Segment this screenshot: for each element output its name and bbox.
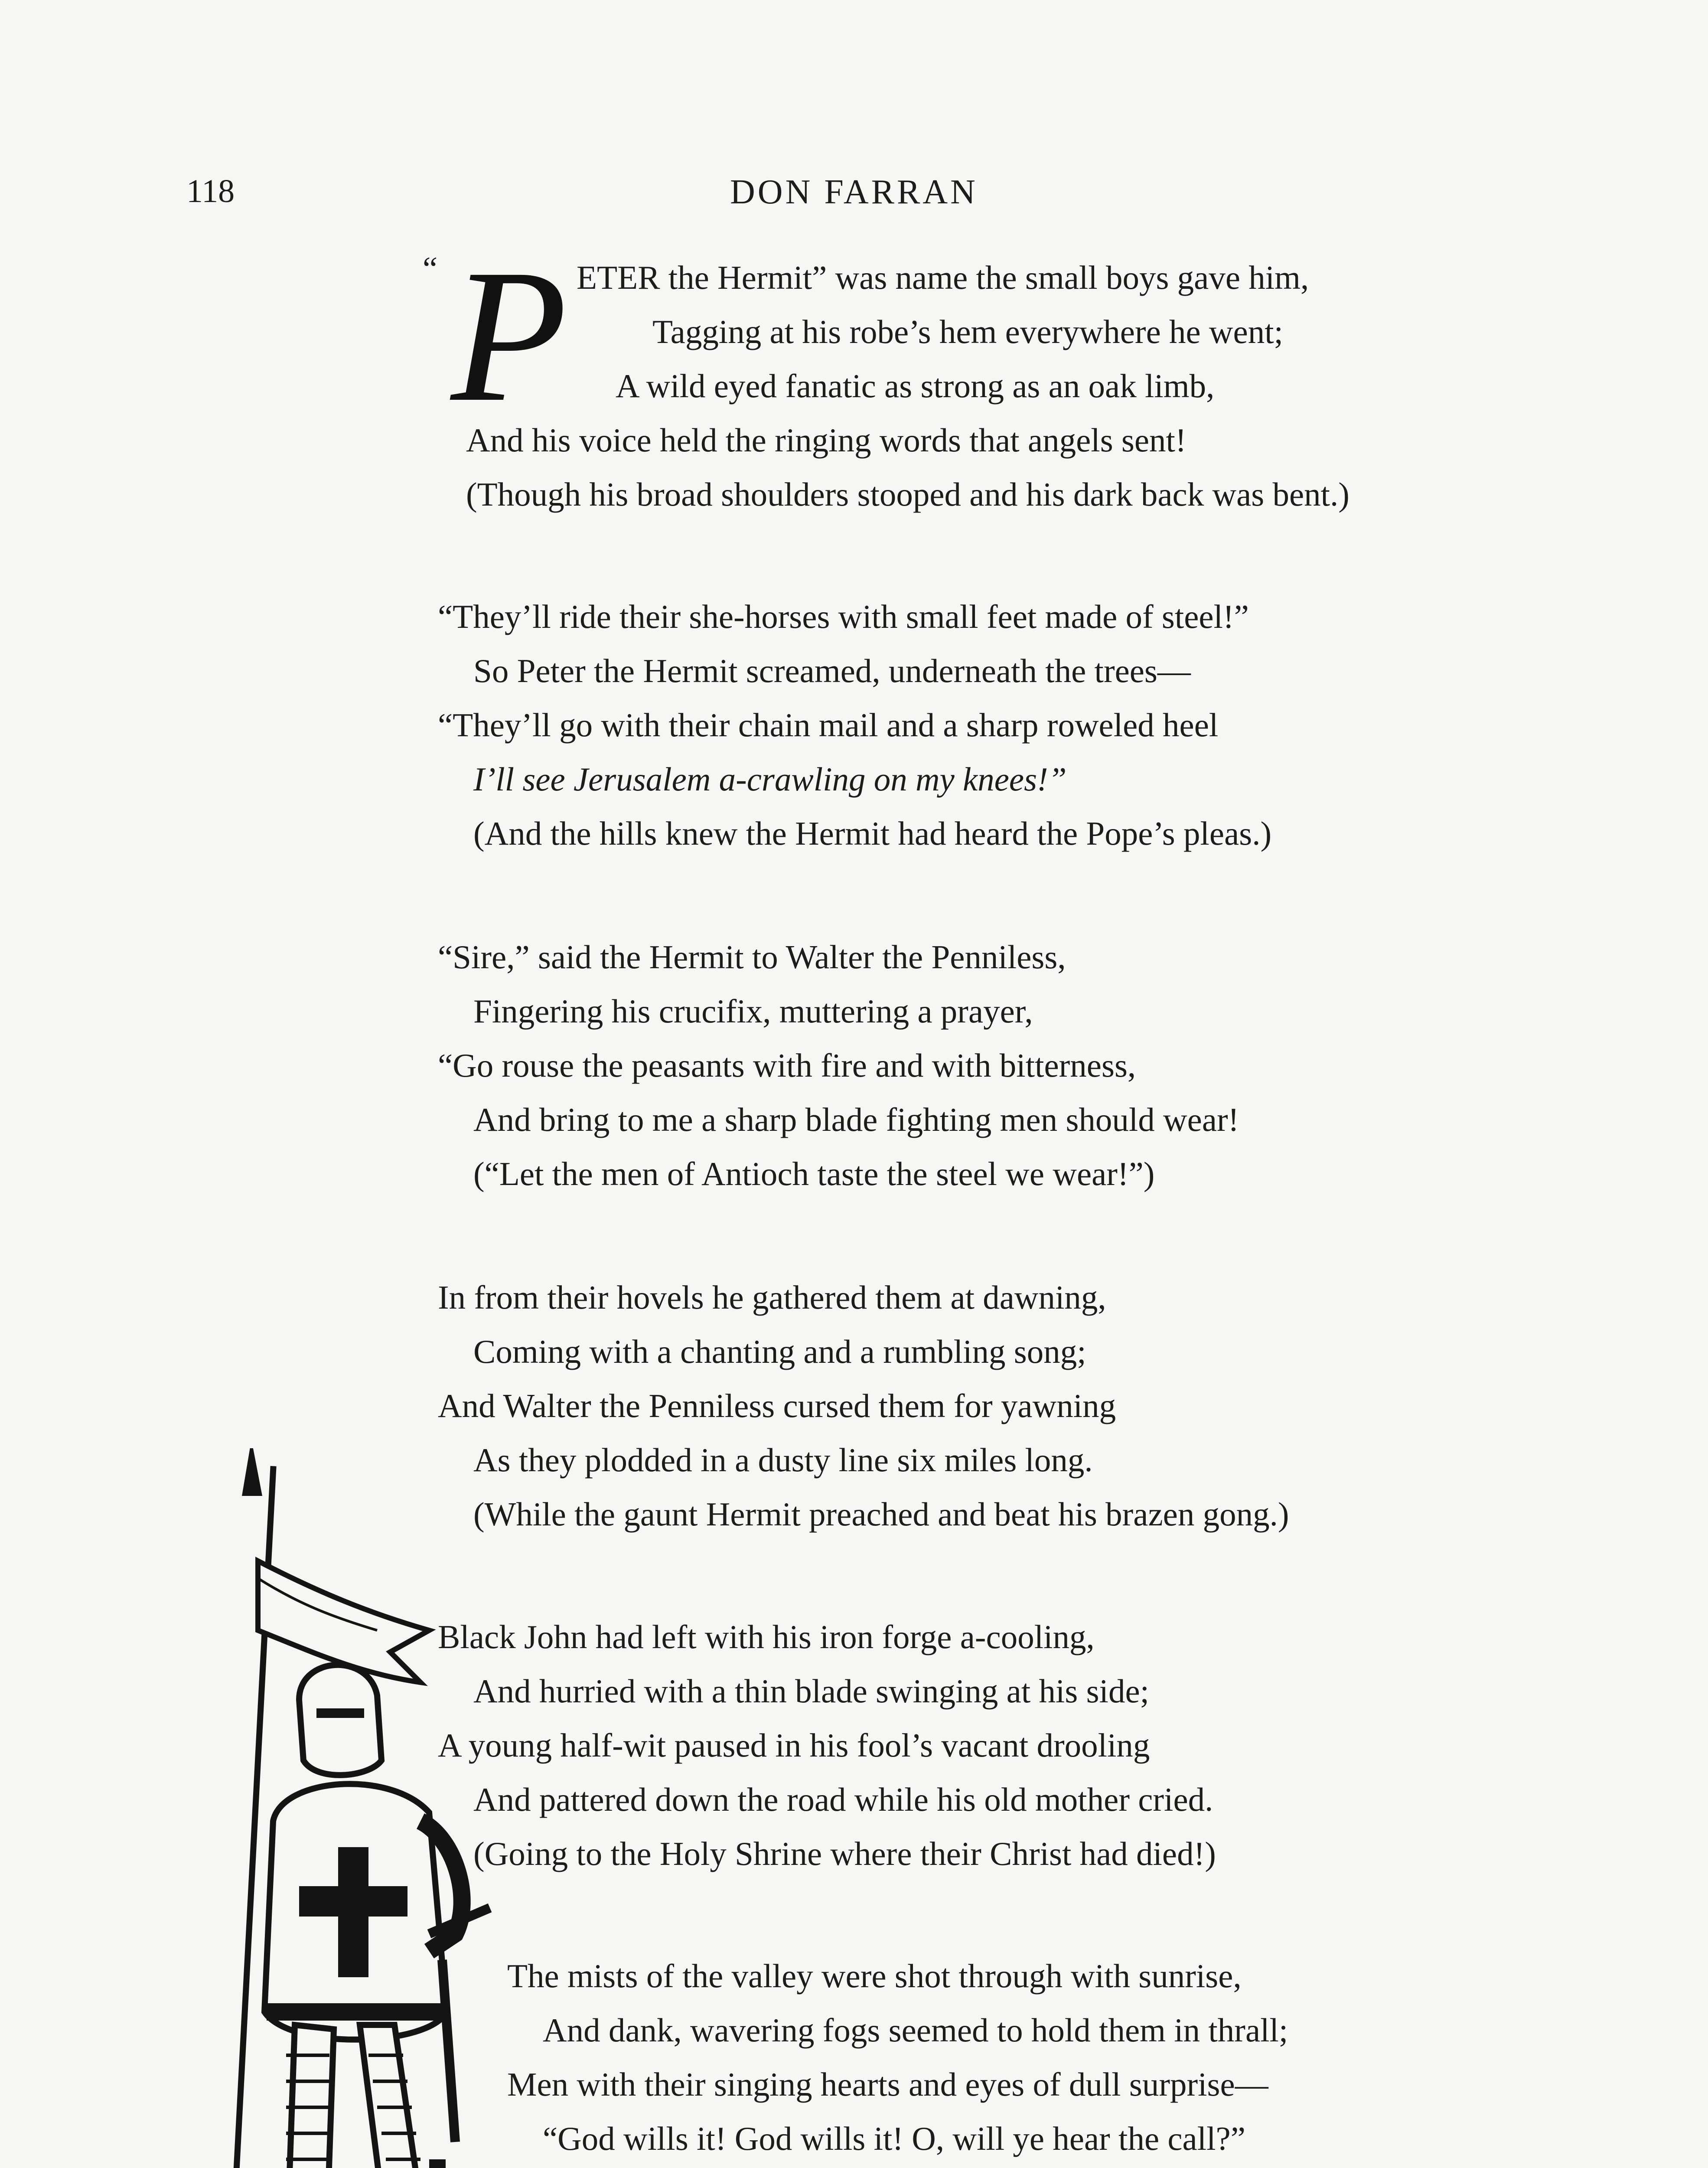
poem-line: (Going to the Holy Shrine where their Christ had died!) bbox=[473, 1835, 1216, 1872]
poem-line: So Peter the Hermit screamed, underneath the trees— bbox=[473, 652, 1191, 689]
stanza-3 bbox=[438, 930, 1239, 1201]
castle-icon bbox=[429, 2159, 525, 2168]
poem-line: “Sire,” said the Hermit to Walter the Penniless, bbox=[438, 938, 1066, 976]
poem-line: ETER the Hermit” was name the small boys gave him, bbox=[577, 259, 1309, 296]
poem-line: And bring to me a sharp blade fighting men should wear! bbox=[473, 1101, 1239, 1138]
poem-line: And Walter the Penniless cursed them for yawning bbox=[438, 1387, 1116, 1424]
opening-quote: “ bbox=[423, 250, 438, 287]
page-number: 118 bbox=[186, 173, 235, 209]
poem-line: A wild eyed fanatic as strong as an oak limb, bbox=[616, 367, 1215, 405]
poem-line: Black John had left with his iron forge a-cooling, bbox=[438, 1618, 1095, 1655]
crusader-knight-illustration bbox=[186, 1448, 1522, 2168]
poem-line: As they plodded in a dusty line six miles long. bbox=[473, 1441, 1093, 1479]
poem-line: Tagging at his robe’s hem everywhere he went; bbox=[652, 313, 1283, 350]
poem-line: Coming with a chanting and a rumbling song; bbox=[473, 1333, 1086, 1370]
poem-line: “They’ll go with their chain mail and a sharp roweled heel bbox=[438, 706, 1219, 744]
poem-line: Fingering his crucifix, muttering a prayer, bbox=[473, 993, 1033, 1030]
poem-line: “God wills it! God wills it! O, will ye hear the call?” bbox=[543, 2120, 1245, 2157]
poem-line: And hurried with a thin blade swinging at his side; bbox=[473, 1672, 1150, 1710]
poem-line: (“Let the men of Antioch taste the steel we wear!”) bbox=[473, 1155, 1155, 1192]
stanza-1 bbox=[434, 251, 1349, 522]
poem-line: The mists of the valley were shot through with sunrise, bbox=[507, 1957, 1242, 1995]
poem-line: (While the gaunt Hermit preached and beat his brazen gong.) bbox=[473, 1495, 1289, 1533]
lance-tip bbox=[242, 1448, 262, 1496]
drop-cap: P bbox=[451, 230, 567, 441]
poem-line: And his voice held the ringing words that angels sent! bbox=[466, 421, 1186, 459]
poem-line: And dank, wavering fogs seemed to hold them in thrall; bbox=[543, 2011, 1288, 2049]
knight-figure bbox=[264, 1665, 490, 2168]
poem-line: I’ll see Jerusalem a-crawling on my knees!” bbox=[473, 761, 1067, 798]
poem-line: (Though his broad shoulders stooped and his dark back was bent.) bbox=[466, 476, 1349, 513]
poem-line: “They’ll ride their she-horses with small feet made of steel!” bbox=[438, 598, 1249, 635]
poem-line: “Go rouse the peasants with fire and with bitterness, bbox=[438, 1047, 1136, 1084]
poem-line: A young half-wit paused in his fool’s vacant drooling bbox=[438, 1727, 1150, 1764]
poem-line: Men with their singing hearts and eyes of dull surprise— bbox=[507, 2066, 1268, 2103]
stanza-2 bbox=[438, 590, 1271, 861]
poem-line: And pattered down the road while his old mother cried. bbox=[473, 1781, 1213, 1818]
poem-line: In from their hovels he gathered them at dawning, bbox=[438, 1279, 1106, 1316]
poem-line: (And the hills knew the Hermit had heard the Pope’s pleas.) bbox=[473, 815, 1272, 852]
running-title: DON FARRAN bbox=[730, 173, 978, 211]
